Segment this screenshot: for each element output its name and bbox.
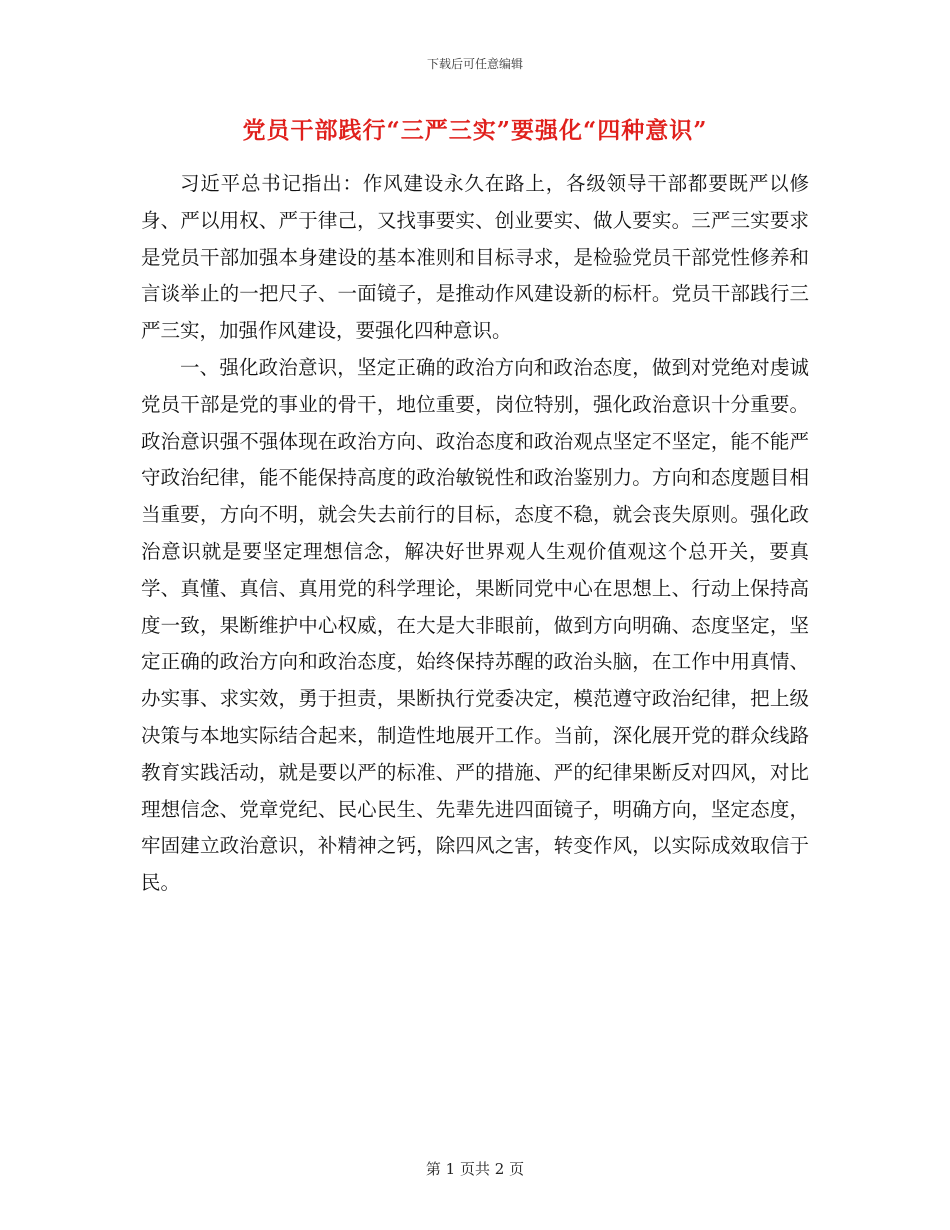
paragraph-intro: 习近平总书记指出：作风建设永久在路上，各级领导干部都要既严以修身、严以用权、严于律己，又找事要实、创业要实、做人要实。三严三实要求是党员干部加强本身建设的基本准则和目标寻求，是检验党员干部党性修养和言谈举止的一把尺子、一面镜子，是推动作风建设新的标杆。党员干部践行三严三实，加强作风建设，要强化四种意识。	[141, 172, 809, 343]
paragraph-political-awareness: 一、强化政治意识，坚定正确的政治方向和政治态度，做到对党绝对虔诚党员干部是党的事业的骨干，地位重要，岗位特别，强化政治意识十分重要。政治意识强不强体现在政治方向、政治态度和政治观点坚定不坚定，能不能严守政治纪律，能不能保持高度的政治敏锐性和政治鉴别力。方向和态度题目相当重要，方向不明，就会失去前行的目标，态度不稳，就会丧失原则。强化政治意识就是要坚定理想信念，解决好世界观人生观价值观这个总开关，要真学、真懂、真信、真用党的科学理论，果断同党中心在思想上、行动上保持高度一致，果断维护中心权威，在大是大非眼前，做到方向明确、态度坚定，坚定正确的政治方向和政治态度，始终保持苏醒的政治头脑，在工作中用真情、办实事、求实效，勇于担责，果断执行党委决定，模范遵守政治纪律，把上级决策与本地实际结合起来，制造性地展开工作。当前，深化展开党的群众线路教育实践活动，就是要以严的标准、严的措施、严的纪律果断反对四风，对比理想信念、党章党纪、民心民生、先辈先进四面镜子，明确方向，坚定态度，牢固建立政治意识，补精神之钙，除四风之害，转变作风，以实际成效取信于民。	[141, 355, 809, 895]
document-body	[141, 166, 809, 902]
header-note: 下载后可任意编辑	[426, 57, 523, 71]
page-number: 第 1 页共 2 页	[425, 1160, 525, 1178]
document-title: 党员干部践行“三严三实”要强化“四种意识”	[242, 117, 708, 144]
